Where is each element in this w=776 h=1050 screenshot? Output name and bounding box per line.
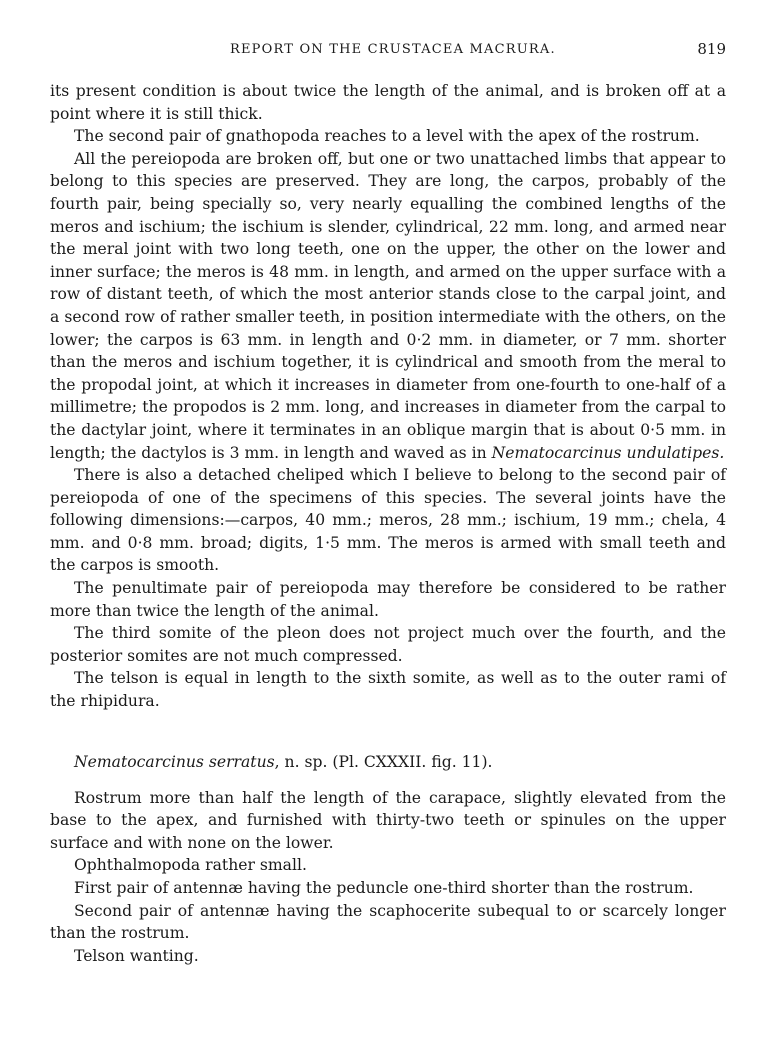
paragraph-cheliped: There is also a detached cheliped which I believe to belong to the second pair of pereiopoda of one of the specimens of this species. The several joints have the following dimensions:—carpos, 40 mm.; meros, 28 mm.; ischium, 19 mm.; chela, 4 mm. and 0·8 mm. broad; digits, 1·5 mm. The meros is armed with small teeth and the carpos is smooth.	[50, 466, 726, 575]
diagnosis-first-antennae: First pair of antennæ having the peduncle one-third shorter than the rostrum.	[74, 879, 694, 897]
running-title: REPORT ON THE CRUSTACEA MACRURA.	[230, 42, 556, 57]
species-suffix: , n. sp. (Pl. CXXXII. fig. 11).	[274, 752, 493, 771]
diagnosis-rostrum: Rostrum more than half the length of the carapace, slightly elevated from the base to the apex, and furnished with thirty-two teeth or spinules on the upper surface and with none on the lower.	[50, 788, 726, 852]
page	[50, 38, 726, 967]
body-text	[50, 80, 726, 967]
paragraph-gnathopoda: The second pair of gnathopoda reaches to a level with the apex of the rostrum.	[74, 127, 700, 146]
paragraph-penultimate-pair: The penultimate pair of pereiopoda may therefore be considered to be rather more than twice the length of the animal.	[50, 579, 726, 620]
running-head	[50, 38, 726, 64]
pereiopoda-text: All the pereiopoda are broken off, but one or two unattached limbs that appear to belong to this species are preserved. They are long, the carpos, probably of the fourth pair, being specially so, very nearly equalling the combined lengths of the meros and ischium; the ischium is slender, cylindrical, 22 mm. long, and armed near the meral joint with two long teeth, one on the upper, the other on the lower and inner surface; the meros is 48 mm. in length, and armed on the upper surface with a row of distant teeth, of which the most anterior stands close to the carpal joint, and a second row of rather smaller teeth, in position intermediate with the others, on the lower; the carpos is 63 mm. in length and 0·2 mm. in diameter, or 7 mm. shorter than the meros and ischium together, it is cylindrical and smooth from the meral to the propodal joint, at which it increases in diameter from one-fourth to one-half of a millimetre; the propodos is 2 mm. long, and increases in diameter from the carpal to the dactylar joint, where it terminates in an oblique margin that is about 0·5 mm. in length; the dactylos is 3 mm. in length and waved as in	[50, 149, 726, 462]
species-name: Nematocarcinus serratus	[74, 752, 275, 771]
paragraph-telson: The telson is equal in length to the sixth somite, as well as to the outer rami of the rhipidura.	[50, 669, 726, 711]
diagnosis-telson: Telson wanting.	[74, 946, 199, 965]
paragraph-third-somite: The third somite of the pleon does not project much over the fourth, and the posterior somites are not much compressed.	[50, 624, 726, 665]
diagnosis-second-antennae: Second pair of antennæ having the scaphocerite subequal to or scarcely longer than the rostrum.	[50, 901, 726, 943]
species-reference: Nematocarcinus undulatipes.	[491, 443, 725, 462]
paragraph-pereiopoda	[50, 148, 726, 464]
species-diagnosis	[50, 787, 726, 968]
diagnosis-ophthalmopoda: Ophthalmopoda rather small.	[74, 856, 307, 875]
page-number: 819	[697, 40, 726, 58]
paragraph-continuation: its present condition is about twice the length of the animal, and is broken off at a point where it is still thick.	[50, 82, 726, 123]
species-heading	[50, 751, 726, 773]
